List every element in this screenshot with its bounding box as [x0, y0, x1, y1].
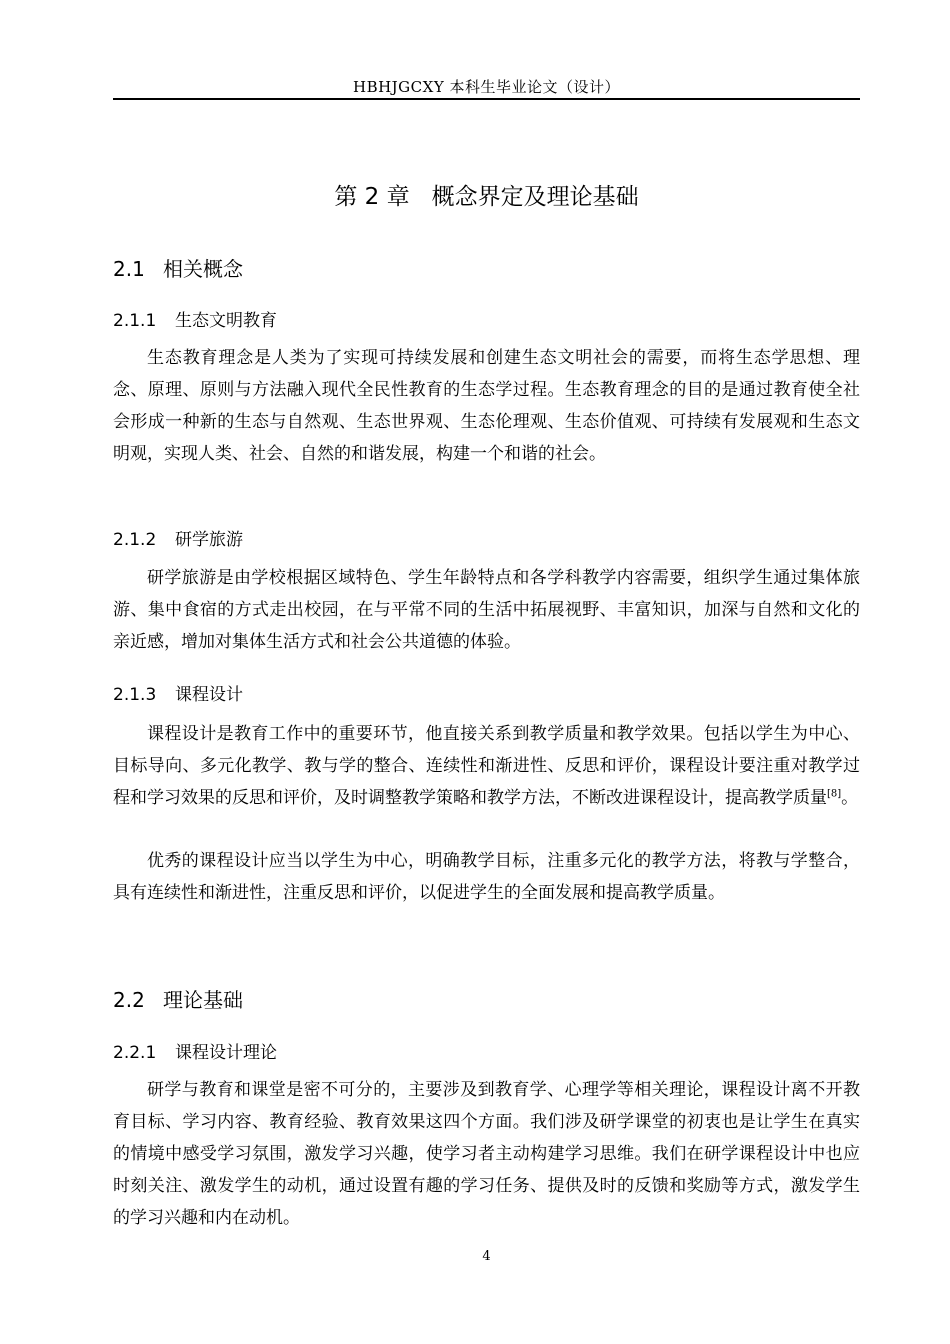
section-2-1-2-heading — [113, 525, 243, 550]
running-header: HBHJGCXY 本科生毕业论文（设计） — [352, 78, 620, 96]
section-number: 2.1.1 — [113, 311, 157, 331]
paragraph-text: 课程设计是教育工作中的重要环节，他直接关系到教学质量和教学效果。包括以学生为中心、目标导向、多元化教学、教与学的整合、连续性和渐进性、反思和评价，课程设计要注重对教学过程和学习效果的反思和评价，及时调整教学策略和教学方法，不断改进课程设计，提高教学质量 — [113, 724, 860, 808]
chapter-name: 概念界定及理论基础 — [431, 184, 639, 210]
section-number: 2.1.3 — [113, 685, 157, 705]
section-title: 课程设计 — [175, 685, 243, 705]
paragraph-study-tour: 研学旅游是由学校根据区域特色、学生年龄特点和各学科教学内容需要，组织学生通过集体旅游、集中食宿的方式走出校园，在与平常不同的生活中拓展视野、丰富知识，加深与自然和文化的亲近感，增加对集体生活方式和社会公共道德的体验。 — [113, 568, 860, 652]
paragraph-course-design-2: 优秀的课程设计应当以学生为中心，明确教学目标，注重多元化的教学方法，将教与学整合，具有连续性和渐进性，注重反思和评价，以促进学生的全面发展和提高教学质量。 — [113, 851, 860, 903]
section-2-1-1-heading — [113, 306, 277, 331]
section-number: 2.1 — [113, 257, 145, 281]
section-2-1-heading — [113, 253, 243, 282]
section-title: 研学旅游 — [175, 530, 243, 550]
section-title: 生态文明教育 — [175, 311, 277, 331]
section-title: 课程设计理论 — [175, 1043, 277, 1063]
section-2-1-3-heading — [113, 680, 243, 705]
page-number: 4 — [482, 1249, 491, 1264]
section-number: 2.2 — [113, 988, 145, 1012]
chapter-number: 第 2 章 — [334, 184, 410, 210]
paragraph-course-design-theory: 研学与教育和课堂是密不可分的，主要涉及到教育学、心理学等相关理论，课程设计离不开教育目标、学习内容、教育经验、教育效果这四个方面。我们涉及研学课堂的初衷也是让学生在真实的情境中感受学习氛围，激发学习兴趣，使学习者主动构建学习思维。我们在研学课程设计中也应时刻关注、激发学生的动机，通过设置有趣的学习任务、提供及时的反馈和奖励等方式，激发学生的学习兴趣和内在动机。 — [113, 1080, 860, 1228]
paragraph-course-design-1 — [113, 718, 860, 814]
citation-ref: [8] — [827, 788, 842, 800]
section-title: 相关概念 — [163, 257, 243, 281]
section-2-2-heading — [113, 984, 243, 1013]
paragraph-ecological-education: 生态教育理念是人类为了实现可持续发展和创建生态文明社会的需要，而将生态学思想、理念、原理、原则与方法融入现代全民性教育的生态学过程。生态教育理念的目的是通过教育使全社会形成一种新的生态与自然观、生态世界观、生态伦理观、生态价值观、可持续有发展观和生态文明观，实现人类、社会、自然的和谐发展，构建一个和谐的社会。 — [113, 348, 860, 464]
chapter-title — [113, 178, 860, 211]
section-number: 2.1.2 — [113, 530, 157, 550]
section-2-2-1-heading — [113, 1038, 277, 1063]
header-rule — [113, 98, 860, 100]
section-number: 2.2.1 — [113, 1043, 157, 1063]
section-title: 理论基础 — [163, 988, 243, 1012]
paragraph-end: 。 — [841, 788, 859, 808]
